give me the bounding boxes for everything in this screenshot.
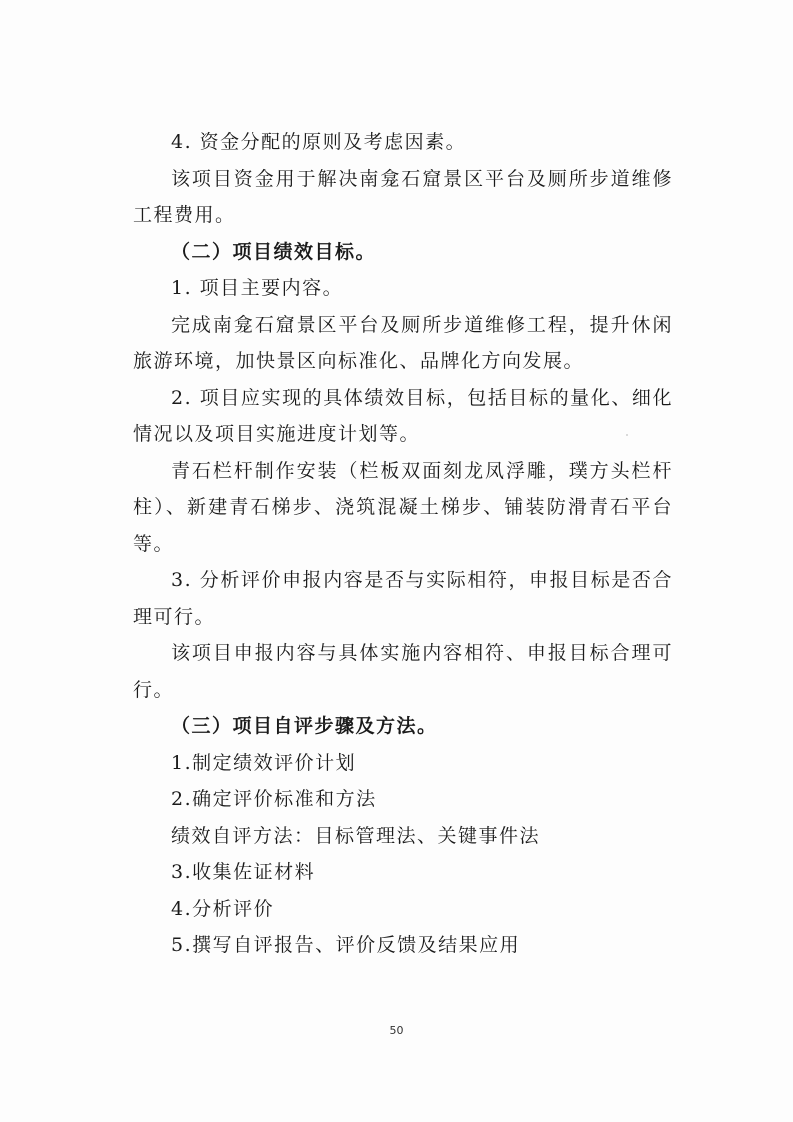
section-item-1: 1. 项目主要内容。 bbox=[171, 277, 344, 299]
body-paragraph: 该项目申报内容与具体实施内容相符、申报目标合理可行。 bbox=[133, 642, 673, 701]
section-item-3: 3. 分析评价申报内容是否与实际相符，申报目标是否合理可行。 bbox=[133, 569, 673, 628]
section-item-4: 4. 资金分配的原则及考虑因素。 bbox=[171, 131, 467, 153]
step-item-3: 3.收集佐证材料 bbox=[171, 861, 316, 883]
scan-speck bbox=[626, 434, 628, 436]
body-paragraph: 该项目资金用于解决南龛石窟景区平台及厕所步道维修工程费用。 bbox=[133, 167, 673, 226]
section-heading-2: （二）项目绩效目标。 bbox=[171, 240, 377, 263]
section-heading-3: （三）项目自评步骤及方法。 bbox=[171, 715, 438, 737]
page-number: 50 bbox=[389, 1024, 404, 1037]
section-item-2: 2. 项目应实现的具体绩效目标，包括目标的量化、细化情况以及项目实施进度计划等。 bbox=[133, 386, 673, 445]
method-line: 绩效自评方法：目标管理法、关键事件法 bbox=[171, 824, 541, 847]
step-item-2: 2.确定评价标准和方法 bbox=[171, 788, 377, 810]
step-item-4: 4.分析评价 bbox=[171, 897, 275, 920]
body-paragraph: 青石栏杆制作安装（栏板双面刻龙凤浮雕，璞方头栏杆柱）、新建青石梯步、浇筑混凝土梯步、铺装防滑青石平台等。 bbox=[133, 459, 673, 555]
step-item-5: 5.撰写自评报告、评价反馈及结果应用 bbox=[171, 934, 521, 956]
body-paragraph: 完成南龛石窟景区平台及厕所步道维修工程，提升休闲旅游环境，加快景区向标准化、品牌化方向发展。 bbox=[133, 313, 673, 372]
document-body bbox=[133, 124, 673, 964]
step-item-1: 1.制定绩效评价计划 bbox=[171, 751, 357, 774]
